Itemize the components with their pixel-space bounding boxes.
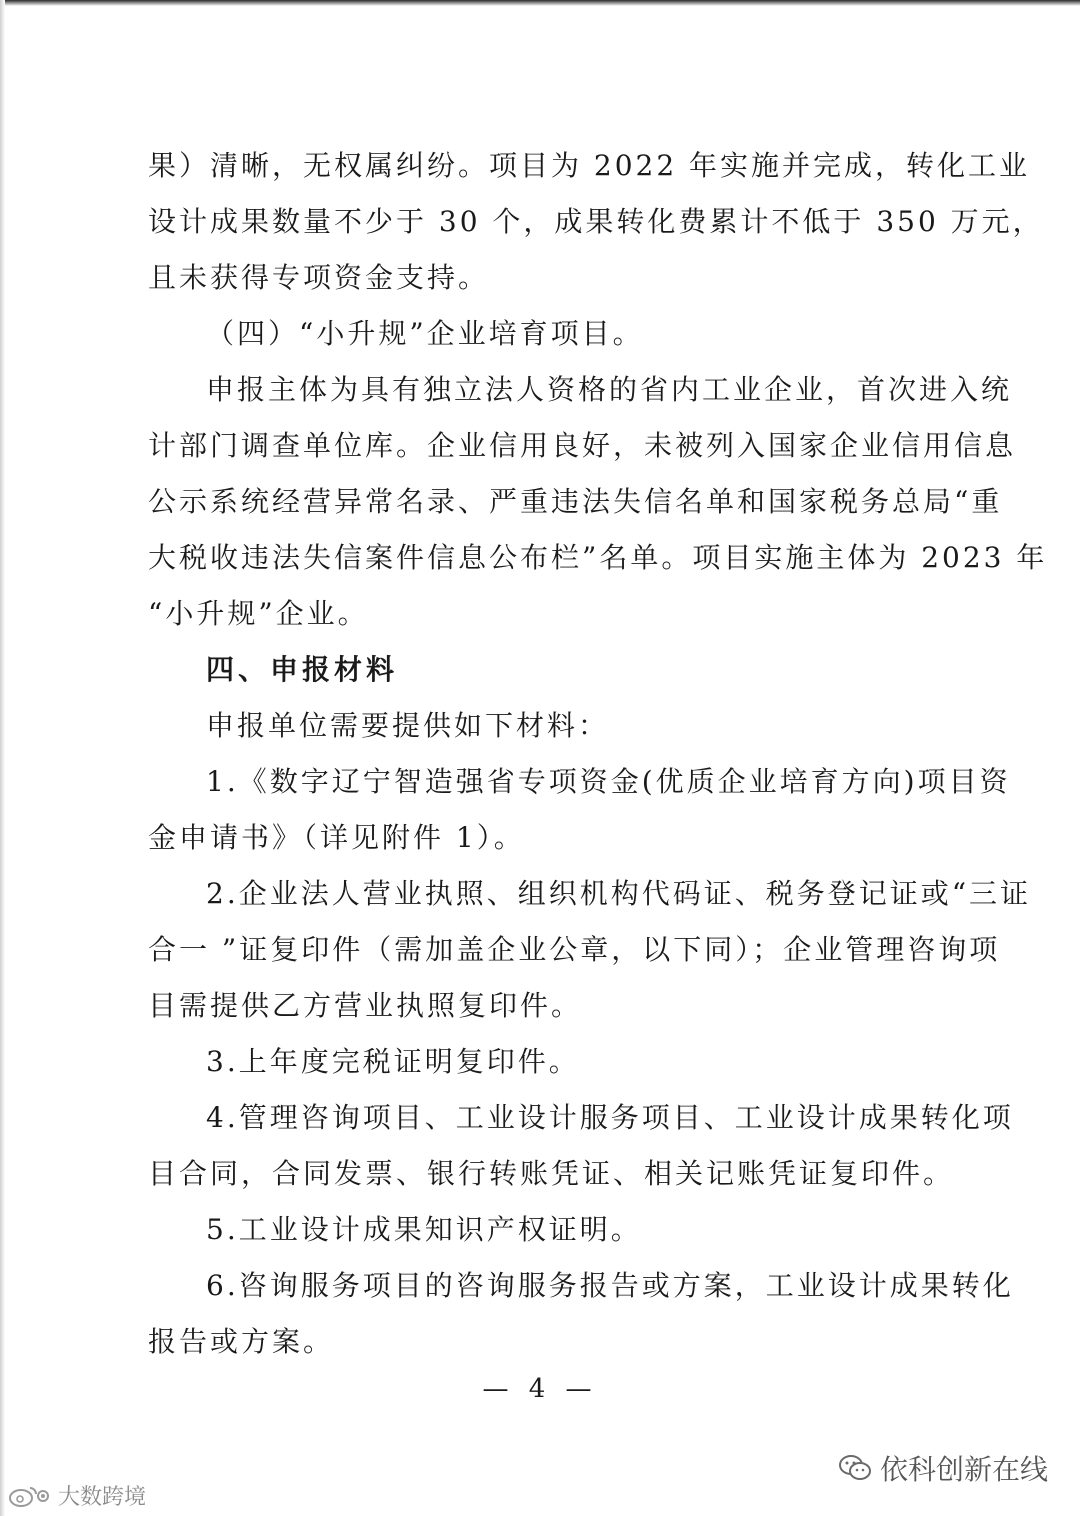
list-item: 3.上年度完税证明复印件。 [206,1045,580,1078]
text-line: 报告或方案。 [148,1325,335,1358]
list-item: 1.《数字辽宁智造强省专项资金(优质企业培育方向)项目资 [206,765,1011,798]
weibo-icon [8,1484,54,1508]
subsection-title: （四）“小升规”企业培育项目。 [206,317,644,350]
text-line: “小升规”企业。 [148,597,369,630]
list-item: 5.工业设计成果知识产权证明。 [206,1213,642,1246]
wechat-icon [838,1453,872,1483]
list-item: 4.管理咨询项目、工业设计服务项目、工业设计成果转化项 [206,1101,1014,1134]
document-body [148,138,1048,1370]
scan-edge-left [0,0,5,1516]
text-line: 申报主体为具有独立法人资格的省内工业企业，首次进入统 [206,373,1013,406]
text-line: 公示系统经营异常名录、严重违法失信名单和国家税务总局“重 [148,485,1003,518]
watermark-left [8,1480,146,1511]
section-heading: 四、申报材料 [206,653,399,686]
watermark-right-text: 依科创新在线 [879,1453,1048,1486]
text-line: 计部门调查单位库。企业信用良好，未被列入国家企业信用信息 [148,429,1017,462]
text-line: 申报单位需要提供如下材料： [206,709,610,742]
text-line: 合一 ”证复印件（需加盖企业公章，以下同）；企业管理咨询项 [148,933,1001,966]
text-line: 金申请书》（详见附件 1）。 [148,821,525,854]
watermark-left-text: 大数跨境 [58,1485,147,1510]
scan-edge-top [0,0,1080,6]
text-line: 且未获得专项资金支持。 [148,261,490,294]
page-number: — 4 — [482,1374,598,1404]
text-line: 设计成果数量不少于 30 个，成果转化费累计不低于 350 万元， [148,205,1044,238]
list-item: 2.企业法人营业执照、组织机构代码证、税务登记证或“三证 [206,877,1032,910]
list-item: 6.咨询服务项目的咨询服务报告或方案，工业设计成果转化 [206,1269,1014,1302]
text-line: 目合同，合同发票、银行转账凭证、相关记账凭证复印件。 [148,1157,955,1190]
watermark-right [838,1448,1048,1488]
text-line: 大税收违法失信案件信息公布栏”名单。项目实施主体为 2023 年 [148,541,1048,574]
text-line: 目需提供乙方营业执照复印件。 [148,989,583,1022]
text-line: 果）清晰，无权属纠纷。项目为 2022 年实施并完成，转化工业 [148,149,1031,182]
